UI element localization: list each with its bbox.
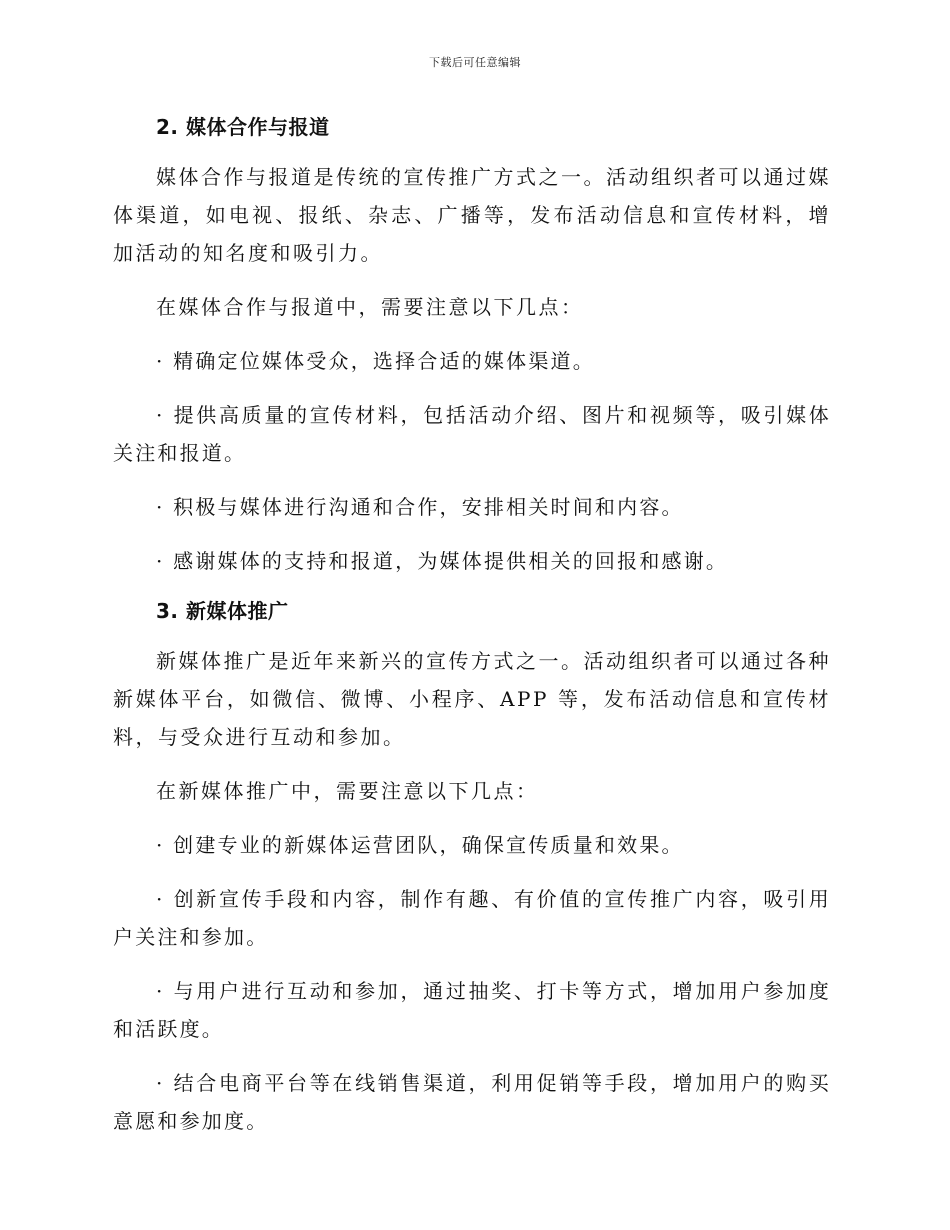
section-heading-newmedia: 3. 新媒体推广 — [156, 599, 289, 623]
page-header: 下载后可任意编辑 — [429, 56, 521, 69]
bullet-item: · 感谢媒体的支持和报道，为媒体提供相关的回报和感谢。 — [156, 549, 729, 573]
bullet-item: · 创建专业的新媒体运营团队，确保宣传质量和效果。 — [156, 833, 684, 857]
bullet-item: · 创新宣传手段和内容，制作有趣、有价值的宣传推广内容，吸引用户关注和参加。 — [113, 887, 831, 949]
section-media-intro: 媒体合作与报道是传统的宣传推广方式之一。活动组织者可以通过媒体渠道，如电视、报纸、杂志、广播等，发布活动信息和宣传材料，增加活动的知名度和吸引力。 — [113, 165, 831, 265]
bullet-item: · 精确定位媒体受众，选择合适的媒体渠道。 — [156, 349, 595, 373]
section-newmedia-lead: 在新媒体推广中，需要注意以下几点： — [156, 779, 539, 803]
bullet-item: · 提供高质量的宣传材料，包括活动介绍、图片和视频等，吸引媒体关注和报道。 — [113, 403, 831, 465]
section-media-lead: 在媒体合作与报道中，需要注意以下几点： — [156, 295, 584, 319]
section-heading-media: 2. 媒体合作与报道 — [156, 115, 330, 139]
section-newmedia-intro: 新媒体推广是近年来新兴的宣传方式之一。活动组织者可以通过各种新媒体平台，如微信、微博、小程序、APP 等，发布活动信息和宣传材料，与受众进行互动和参加。 — [113, 649, 831, 749]
bullet-item: · 与用户进行互动和参加，通过抽奖、打卡等方式，增加用户参加度和活跃度。 — [113, 979, 831, 1041]
bullet-item: · 积极与媒体进行沟通和合作，安排相关时间和内容。 — [156, 495, 684, 519]
document-body — [113, 112, 831, 1156]
bullet-item: · 结合电商平台等在线销售渠道，利用促销等手段，增加用户的购买意愿和参加度。 — [113, 1071, 831, 1133]
